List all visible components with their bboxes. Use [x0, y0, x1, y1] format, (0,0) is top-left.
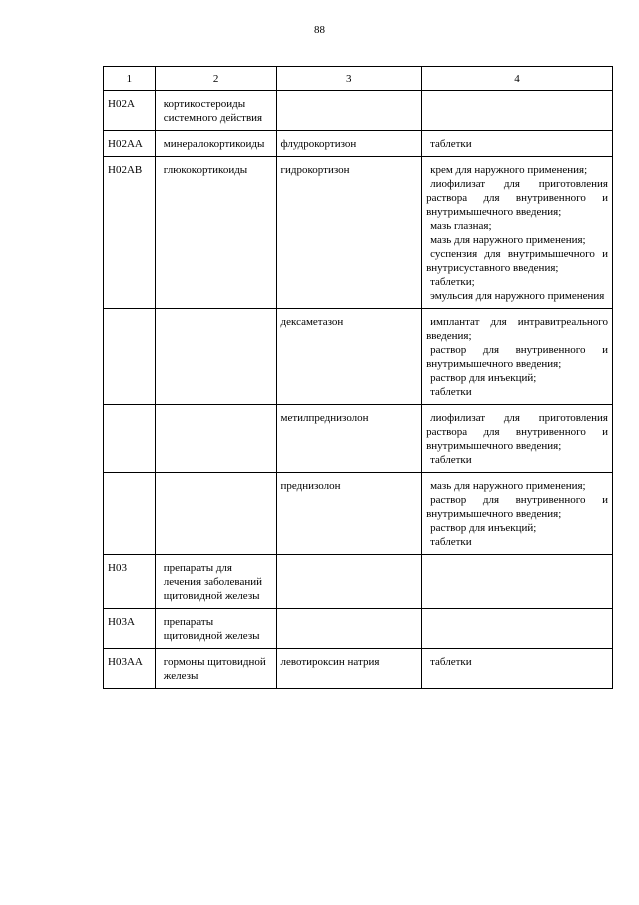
- dosage-forms-cell: [422, 609, 613, 649]
- dosage-forms-cell: [422, 157, 613, 309]
- drug-name-cell: метилпреднизолон: [276, 405, 422, 473]
- group-name-cell: минералокортикоиды: [155, 131, 276, 157]
- drug-name-cell: [276, 91, 422, 131]
- dosage-form-item: лиофилизат для приготовления раствора для внутривенного и внутримышечного введения;: [426, 412, 608, 452]
- atc-code-cell: H02AA: [104, 131, 156, 157]
- atc-code-cell: [104, 473, 156, 555]
- drug-table: [103, 66, 613, 689]
- drug-name-cell: [276, 555, 422, 609]
- table-row: [104, 555, 613, 609]
- drug-name-cell: дексаметазон: [276, 309, 422, 405]
- atc-code-cell: [104, 309, 156, 405]
- dosage-form-item: мазь для наружного применения;: [430, 234, 586, 246]
- dosage-forms-cell: [422, 309, 613, 405]
- dosage-form-item: эмульсия для наружного применения: [430, 290, 605, 302]
- header-cell: 4: [422, 67, 613, 91]
- dosage-form-item: имплантат для интравитреального введения;: [426, 316, 608, 342]
- atc-code-cell: H03AA: [104, 649, 156, 689]
- dosage-forms-cell: [422, 91, 613, 131]
- dosage-form-item: таблетки: [430, 454, 472, 466]
- group-name-cell: кортикостероиды системного действия: [155, 91, 276, 131]
- group-name-cell: глюкокортикоиды: [155, 157, 276, 309]
- dosage-form-item: таблетки;: [430, 276, 475, 288]
- table-row: [104, 157, 613, 309]
- table-row: [104, 649, 613, 689]
- atc-code-cell: H02AB: [104, 157, 156, 309]
- group-name-cell: [155, 309, 276, 405]
- dosage-forms-cell: [422, 649, 613, 689]
- dosage-form-item: раствор для внутривенного и внутримышечного введения;: [426, 494, 608, 520]
- dosage-forms-cell: [422, 131, 613, 157]
- dosage-form-item: мазь для наружного применения;: [430, 480, 586, 492]
- atc-code-cell: H02A: [104, 91, 156, 131]
- dosage-form-item: таблетки: [430, 656, 472, 668]
- dosage-form-item: раствор для инъекций;: [430, 372, 537, 384]
- header-cell: 2: [155, 67, 276, 91]
- page-number: 88: [314, 24, 325, 36]
- group-name-cell: [155, 473, 276, 555]
- dosage-form-item: таблетки: [430, 536, 472, 548]
- dosage-form-item: суспензия для внутримышечного и внутрисуставного введения;: [426, 248, 608, 274]
- atc-code-cell: [104, 405, 156, 473]
- dosage-form-item: лиофилизат для приготовления раствора для внутривенного и внутримышечного введения;: [426, 178, 608, 218]
- table-row: [104, 309, 613, 405]
- atc-code-cell: H03A: [104, 609, 156, 649]
- dosage-forms-cell: [422, 473, 613, 555]
- dosage-forms-cell: [422, 555, 613, 609]
- drug-name-cell: преднизолон: [276, 473, 422, 555]
- header-cell: 1: [104, 67, 156, 91]
- table-row: [104, 91, 613, 131]
- drug-name-cell: левотироксин натрия: [276, 649, 422, 689]
- drug-name-cell: гидрокортизон: [276, 157, 422, 309]
- drug-name-cell: [276, 609, 422, 649]
- drug-name-cell: флудрокортизон: [276, 131, 422, 157]
- dosage-form-item: таблетки: [430, 386, 472, 398]
- atc-code-cell: H03: [104, 555, 156, 609]
- table-row: [104, 473, 613, 555]
- table-row: [104, 405, 613, 473]
- dosage-form-item: мазь глазная;: [430, 220, 492, 232]
- dosage-form-item: раствор для инъекций;: [430, 522, 537, 534]
- dosage-form-item: раствор для внутривенного и внутримышечного введения;: [426, 344, 608, 370]
- table-row: [104, 131, 613, 157]
- header-cell: 3: [276, 67, 422, 91]
- group-name-cell: [155, 405, 276, 473]
- dosage-form-item: крем для наружного применения;: [430, 164, 588, 176]
- dosage-form-item: таблетки: [430, 138, 472, 150]
- group-name-cell: препараты щитовидной железы: [155, 609, 276, 649]
- group-name-cell: гормоны щитовидной железы: [155, 649, 276, 689]
- dosage-forms-cell: [422, 405, 613, 473]
- table-row: [104, 609, 613, 649]
- header-row: [104, 67, 613, 91]
- group-name-cell: препараты для лечения заболеваний щитовидной железы: [155, 555, 276, 609]
